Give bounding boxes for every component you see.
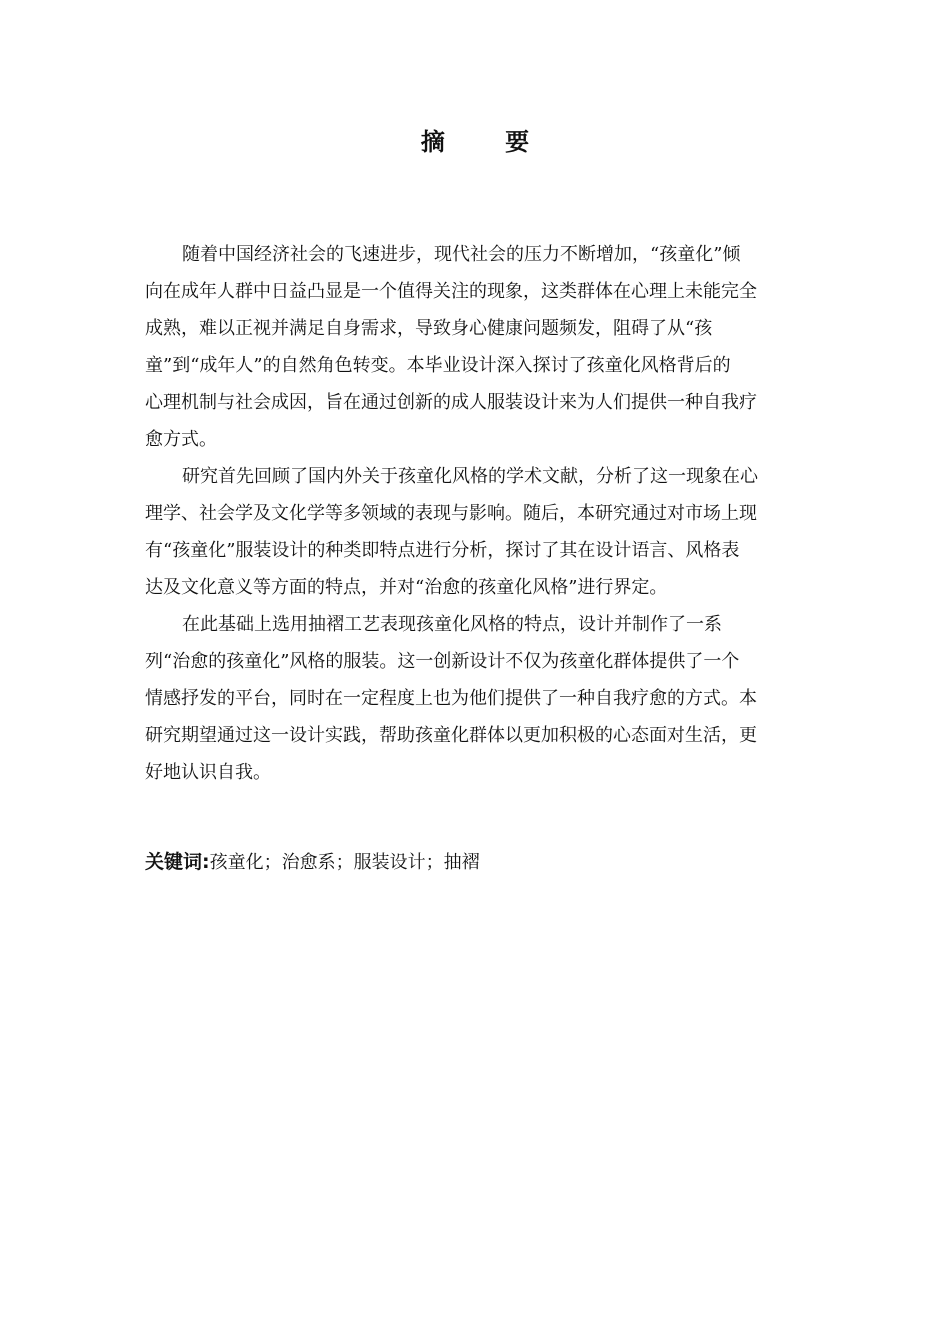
keywords-line: [145, 846, 797, 879]
text-line: 成熟，难以正视并满足自身需求，导致身心健康问题频发，阻碍了从“孩: [145, 318, 713, 339]
text-line: 研究首先回顾了国内外关于孩童化风格的学术文献，分析了这一现象在心: [182, 466, 758, 487]
abstract-body: [145, 236, 797, 791]
abstract-title: 摘 要: [420, 128, 556, 156]
text-line: 达及文化意义等方面的特点，并对“治愈的孩童化风格”进行界定。: [145, 577, 668, 598]
text-line: 向在成年人群中日益凸显是一个值得关注的现象，这类群体在心理上未能完全: [145, 281, 757, 302]
abstract-paragraph-2: [145, 458, 797, 606]
text-line: 列“治愈的孩童化”风格的服装。这一创新设计不仅为孩童化群体提供了一个: [145, 651, 740, 672]
text-line: 研究期望通过这一设计实践，帮助孩童化群体以更加积极的心态面对生活，更: [145, 725, 757, 746]
abstract-paragraph-1: [145, 236, 797, 458]
text-line: 童”到“成年人”的自然角色转变。本毕业设计深入探讨了孩童化风格背后的: [145, 355, 731, 376]
text-line: 随着中国经济社会的飞速进步，现代社会的压力不断增加，“孩童化”倾: [182, 244, 741, 265]
abstract-paragraph-3: [145, 606, 797, 791]
text-line: 情感抒发的平台，同时在一定程度上也为他们提供了一种自我疗愈的方式。本: [145, 688, 757, 709]
text-line: 心理机制与社会成因，旨在通过创新的成人服装设计来为人们提供一种自我疗: [145, 392, 757, 413]
text-line: 理学、社会学及文化学等多领域的表现与影响。随后，本研究通过对市场上现: [145, 503, 757, 524]
text-line: 好地认识自我。: [145, 762, 271, 783]
keywords-value: 孩童化；治愈系；服装设计；抽褶: [209, 852, 480, 873]
keywords-label: 关键词:: [145, 851, 210, 873]
text-line: 有“孩童化”服装设计的种类即特点进行分析，探讨了其在设计语言、风格表: [145, 540, 740, 561]
text-line: 在此基础上选用抽褶工艺表现孩童化风格的特点，设计并制作了一系: [182, 614, 722, 635]
text-line: 愈方式。: [145, 429, 217, 450]
